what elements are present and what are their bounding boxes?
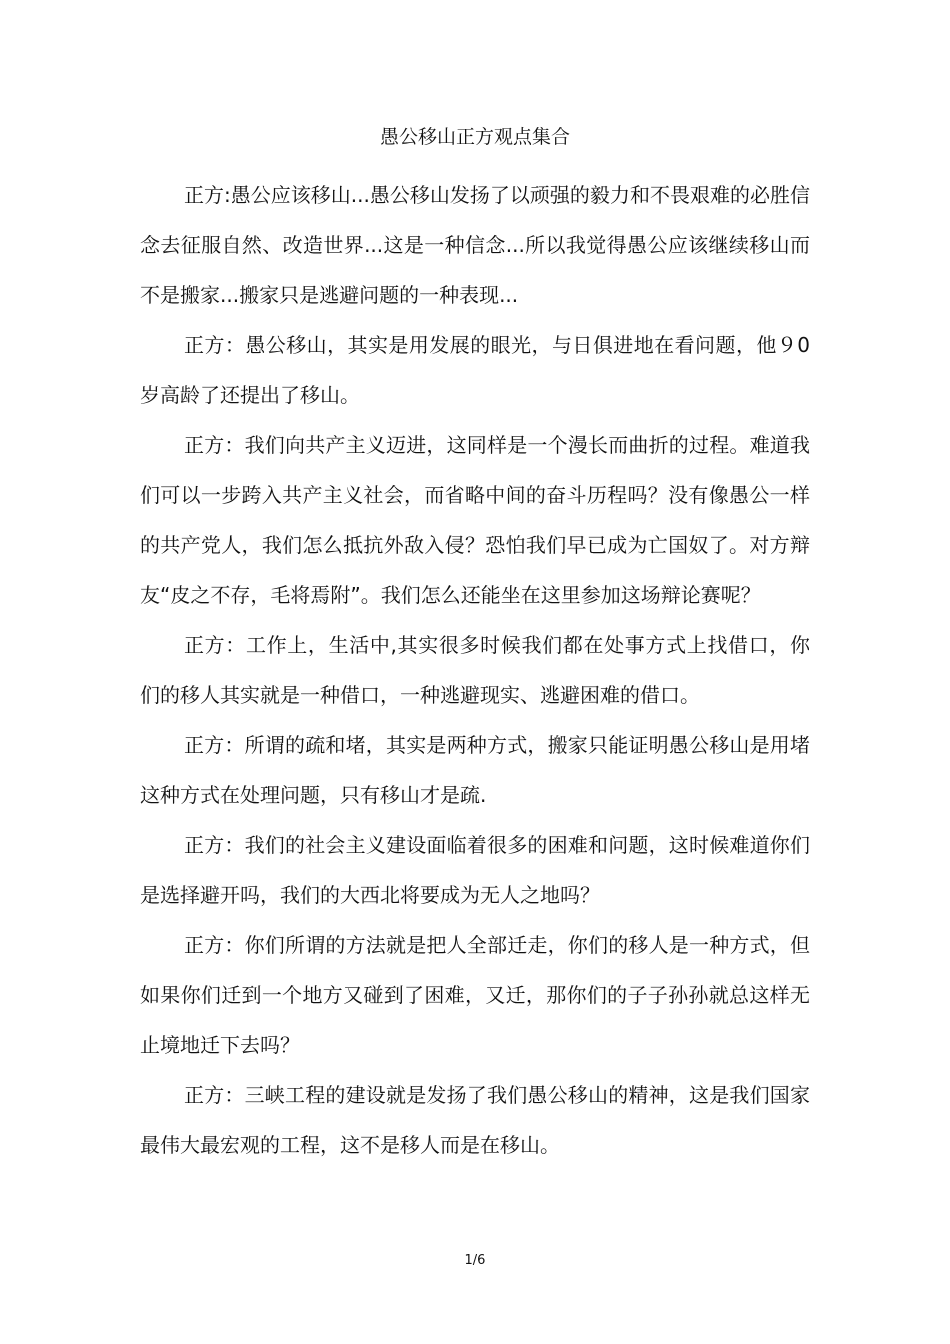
paragraph: 正方：所谓的疏和堵，其实是两种方式，搬家只能证明愚公移山是用堵这种方式在处理问题，只有移山才是疏. [140, 733, 810, 807]
page-number: 1/6 [464, 1253, 486, 1268]
paragraph: 正方：愚公移山，其实是用发展的眼光，与日俱进地在看问题，他９0岁高龄了还提出了移山。 [140, 333, 810, 407]
paragraph: 正方:愚公应该移山...愚公移山发扬了以顽强的毅力和不畏艰难的必胜信念去征服自然、改造世界...这是一种信念...所以我觉得愚公应该继续移山而不是搬家...搬家只是逃避问题的一种表现... [140, 183, 810, 307]
paragraph: 正方：我们向共产主义迈进，这同样是一个漫长而曲折的过程。难道我们可以一步跨入共产主义社会，而省略中间的奋斗历程吗？没有像愚公一样的共产党人，我们怎么抵抗外敌入侵？恐怕我们早已成为亡国奴了。对方辩友“皮之不存，毛将焉附”。我们怎么还能坐在这里参加这场辩论赛呢？ [140, 433, 810, 607]
paragraph: 正方：工作上，生活中,其实很多时候我们都在处事方式上找借口，你们的移人其实就是一种借口，一种逃避现实、逃避困难的借口。 [140, 633, 810, 707]
paragraph: 正方：我们的社会主义建设面临着很多的困难和问题，这时候难道你们是选择避开吗，我们的大西北将要成为无人之地吗？ [140, 833, 810, 907]
paragraph: 正方：三峡工程的建设就是发扬了我们愚公移山的精神，这是我们国家最伟大最宏观的工程，这不是移人而是在移山。 [140, 1083, 810, 1157]
document-title: 愚公移山正方观点集合 [379, 126, 570, 148]
paragraph: 正方：你们所谓的方法就是把人全部迁走，你们的移人是一种方式，但如果你们迁到一个地方又碰到了困难，又迁，那你们的子子孙孙就总这样无止境地迁下去吗？ [140, 933, 810, 1057]
document-body [140, 170, 810, 1170]
